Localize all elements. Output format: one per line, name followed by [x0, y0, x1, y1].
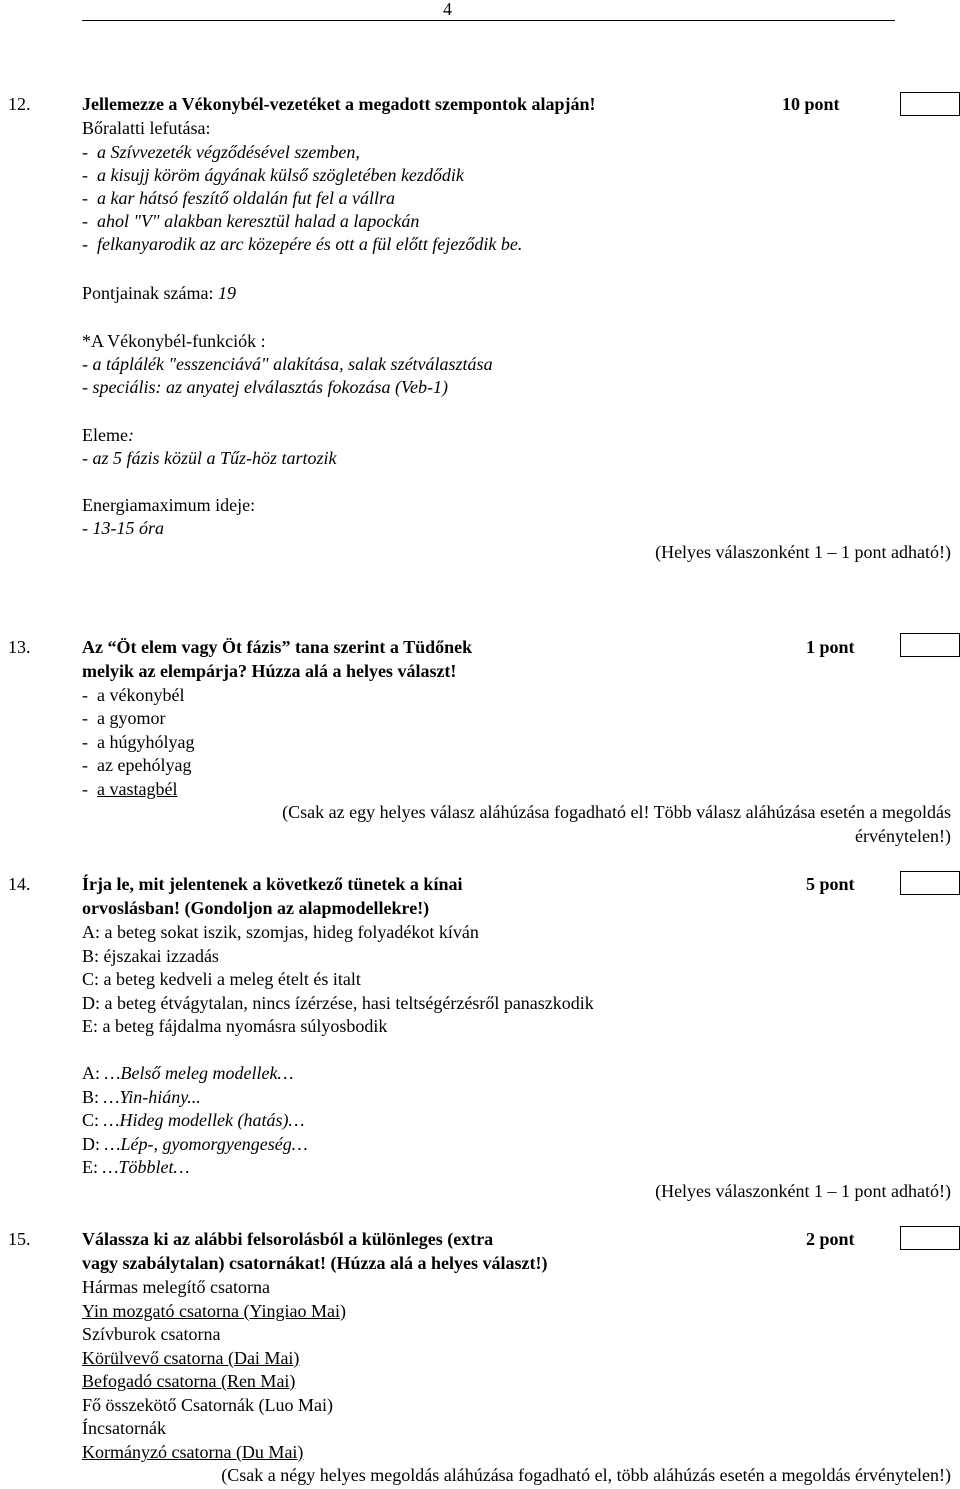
points-count-value: 19	[217, 283, 236, 303]
header-rule	[82, 20, 895, 21]
q14-symptom: D: a beteg étvágytalan, nincs ízérzése, hasi teltségérzésről panaszkodik	[82, 993, 594, 1013]
q12-score-box[interactable]	[900, 92, 960, 116]
q12-route-item	[82, 210, 419, 232]
q14-symptom: C: a beteg kedveli a meleg ételt és italt	[82, 969, 361, 989]
bullet-dash: -	[82, 188, 97, 208]
q13-note-line2: érvénytelen!)	[855, 826, 951, 846]
q12-route-item	[82, 141, 360, 163]
q15-option-correct[interactable]: Kormányzó csatorna (Du Mai)	[82, 1442, 304, 1462]
bullet-dash: -	[82, 234, 97, 254]
q12-route-item	[82, 187, 395, 209]
q12-scoring-note: (Helyes válaszonként 1 – 1 pont adható!)	[655, 542, 951, 562]
q12-element-label	[82, 424, 134, 446]
route-text: a kar hátsó feszítő oldalán fut fel a vállra	[97, 188, 395, 208]
option-text: az epehólyag	[97, 755, 192, 775]
q14-answer	[82, 1156, 190, 1178]
q14-symptom: E: a beteg fájdalma nyomásra súlyosbodik	[82, 1016, 388, 1036]
answer-letter: D:	[82, 1134, 100, 1154]
q15-option-correct[interactable]: Befogadó csatorna (Ren Mai)	[82, 1371, 296, 1391]
bullet-dash: -	[82, 165, 97, 185]
q14-answer	[82, 1086, 201, 1108]
points-count-label: Pontjainak száma:	[82, 283, 214, 303]
q12-route-label: Bőralatti lefutása:	[82, 118, 211, 138]
q15-option-correct[interactable]: Yin mozgató csatorna (Yingiao Mai)	[82, 1301, 346, 1321]
bullet-dash: -	[82, 779, 97, 799]
q13-option[interactable]	[82, 707, 165, 729]
q14-symptom: A: a beteg sokat iszik, szomjas, hideg folyadékot kíván	[82, 922, 479, 942]
route-text: a Szívvezeték végződésével szemben,	[97, 142, 360, 162]
q14-scoring-note: (Helyes válaszonként 1 – 1 pont adható!)	[655, 1181, 951, 1201]
bullet-dash: -	[82, 732, 97, 752]
answer-letter: B:	[82, 1087, 100, 1107]
bullet-dash: -	[82, 755, 97, 775]
route-text: ahol "V" alakban keresztül halad a lapockán	[97, 211, 420, 231]
q12-energy-value: - 13-15 óra	[82, 518, 164, 538]
q12-route-item	[82, 233, 522, 255]
q13-title-line2: melyik az elempárja? Húzza alá a helyes választ!	[82, 661, 457, 681]
q14-answer	[82, 1133, 308, 1155]
q12-function-item: - a táplálék "esszenciává" alakítása, salak szétválasztása	[82, 354, 493, 374]
answer-letter: A:	[82, 1063, 100, 1083]
answer-letter: E:	[82, 1157, 98, 1177]
q12-title: Jellemezze a Vékonybél-vezetéket a megadott szempontok alapján!	[82, 94, 596, 114]
q14-answer	[82, 1062, 293, 1084]
q15-points: 2 pont	[806, 1229, 855, 1249]
q13-points: 1 pont	[806, 637, 855, 657]
q15-number: 15.	[8, 1229, 31, 1249]
q13-score-box[interactable]	[900, 633, 960, 657]
q15-score-box[interactable]	[900, 1226, 960, 1250]
q12-points-count	[82, 282, 236, 304]
element-label-colon: :	[127, 425, 134, 445]
q13-option[interactable]	[82, 684, 184, 706]
q12-element-value: - az 5 fázis közül a Tűz-höz tartozik	[82, 448, 337, 468]
q13-option[interactable]	[82, 731, 194, 753]
option-text: a húgyhólyag	[97, 732, 195, 752]
element-label-text: Eleme	[82, 425, 128, 445]
bullet-dash: -	[82, 685, 97, 705]
q13-option-correct[interactable]	[82, 778, 177, 800]
q12-energy-label: Energiamaximum ideje:	[82, 495, 256, 515]
q15-option[interactable]: Hármas melegítő csatorna	[82, 1277, 270, 1297]
answer-text: …Többlet…	[102, 1157, 190, 1177]
q14-points: 5 pont	[806, 874, 855, 894]
q12-function-item: - speciális: az anyatej elválasztás fokozása (Veb-1)	[82, 377, 448, 397]
q14-symptom: B: éjszakai izzadás	[82, 946, 219, 966]
q14-score-box[interactable]	[900, 871, 960, 895]
q15-note: (Csak a négy helyes megoldás aláhúzása fogadható el, több aláhúzás esetén a megoldás érvénytelen!)	[221, 1465, 951, 1485]
answer-letter: C:	[82, 1110, 100, 1130]
page-number: 4	[443, 0, 452, 19]
q12-functions-label: *A Vékonybél-funkciók :	[82, 331, 266, 351]
option-text: a vastagbél	[97, 779, 178, 799]
option-text: a gyomor	[97, 708, 166, 728]
bullet-dash: -	[82, 708, 97, 728]
q15-title-line2: vagy szabálytalan) csatornákat! (Húzza alá a helyes választ!)	[82, 1253, 548, 1273]
q15-title-line1: Válassza ki az alábbi felsorolásból a különleges (extra	[82, 1229, 494, 1249]
q14-number: 14.	[8, 874, 31, 894]
q15-option[interactable]: Szívburok csatorna	[82, 1324, 221, 1344]
q12-route-item	[82, 164, 464, 186]
answer-text: …Yin-hiány...	[103, 1087, 201, 1107]
q13-title-line1: Az “Öt elem vagy Öt fázis” tana szerint a Tüdőnek	[82, 637, 473, 657]
route-text: a kisujj köröm ágyának külső szögletében kezdődik	[97, 165, 464, 185]
q13-number: 13.	[8, 637, 31, 657]
answer-text: …Lép-, gyomorgyengeség…	[104, 1134, 308, 1154]
q14-title-line1: Írja le, mit jelentenek a következő tünetek a kínai	[82, 874, 463, 894]
q12-points: 10 pont	[782, 94, 840, 114]
q13-note-line1: (Csak az egy helyes válasz aláhúzása fogadható el! Több válasz aláhúzása esetén a megoldás	[282, 802, 951, 822]
q14-answer	[82, 1109, 304, 1131]
option-text: a vékonybél	[97, 685, 185, 705]
q15-option-correct[interactable]: Körülvevő csatorna (Dai Mai)	[82, 1348, 300, 1368]
answer-text: …Hideg modellek (hatás)…	[103, 1110, 305, 1130]
q15-option[interactable]: Íncsatornák	[82, 1418, 166, 1438]
q15-option[interactable]: Fő összekötő Csatornák (Luo Mai)	[82, 1395, 333, 1415]
route-text: felkanyarodik az arc közepére és ott a fül előtt fejeződik be.	[97, 234, 523, 254]
q13-option[interactable]	[82, 754, 191, 776]
bullet-dash: -	[82, 142, 97, 162]
answer-text: …Belső meleg modellek…	[104, 1063, 294, 1083]
bullet-dash: -	[82, 211, 97, 231]
q14-title-line2: orvoslásban! (Gondoljon az alapmodellekre!)	[82, 898, 430, 918]
q12-number: 12.	[8, 94, 31, 114]
